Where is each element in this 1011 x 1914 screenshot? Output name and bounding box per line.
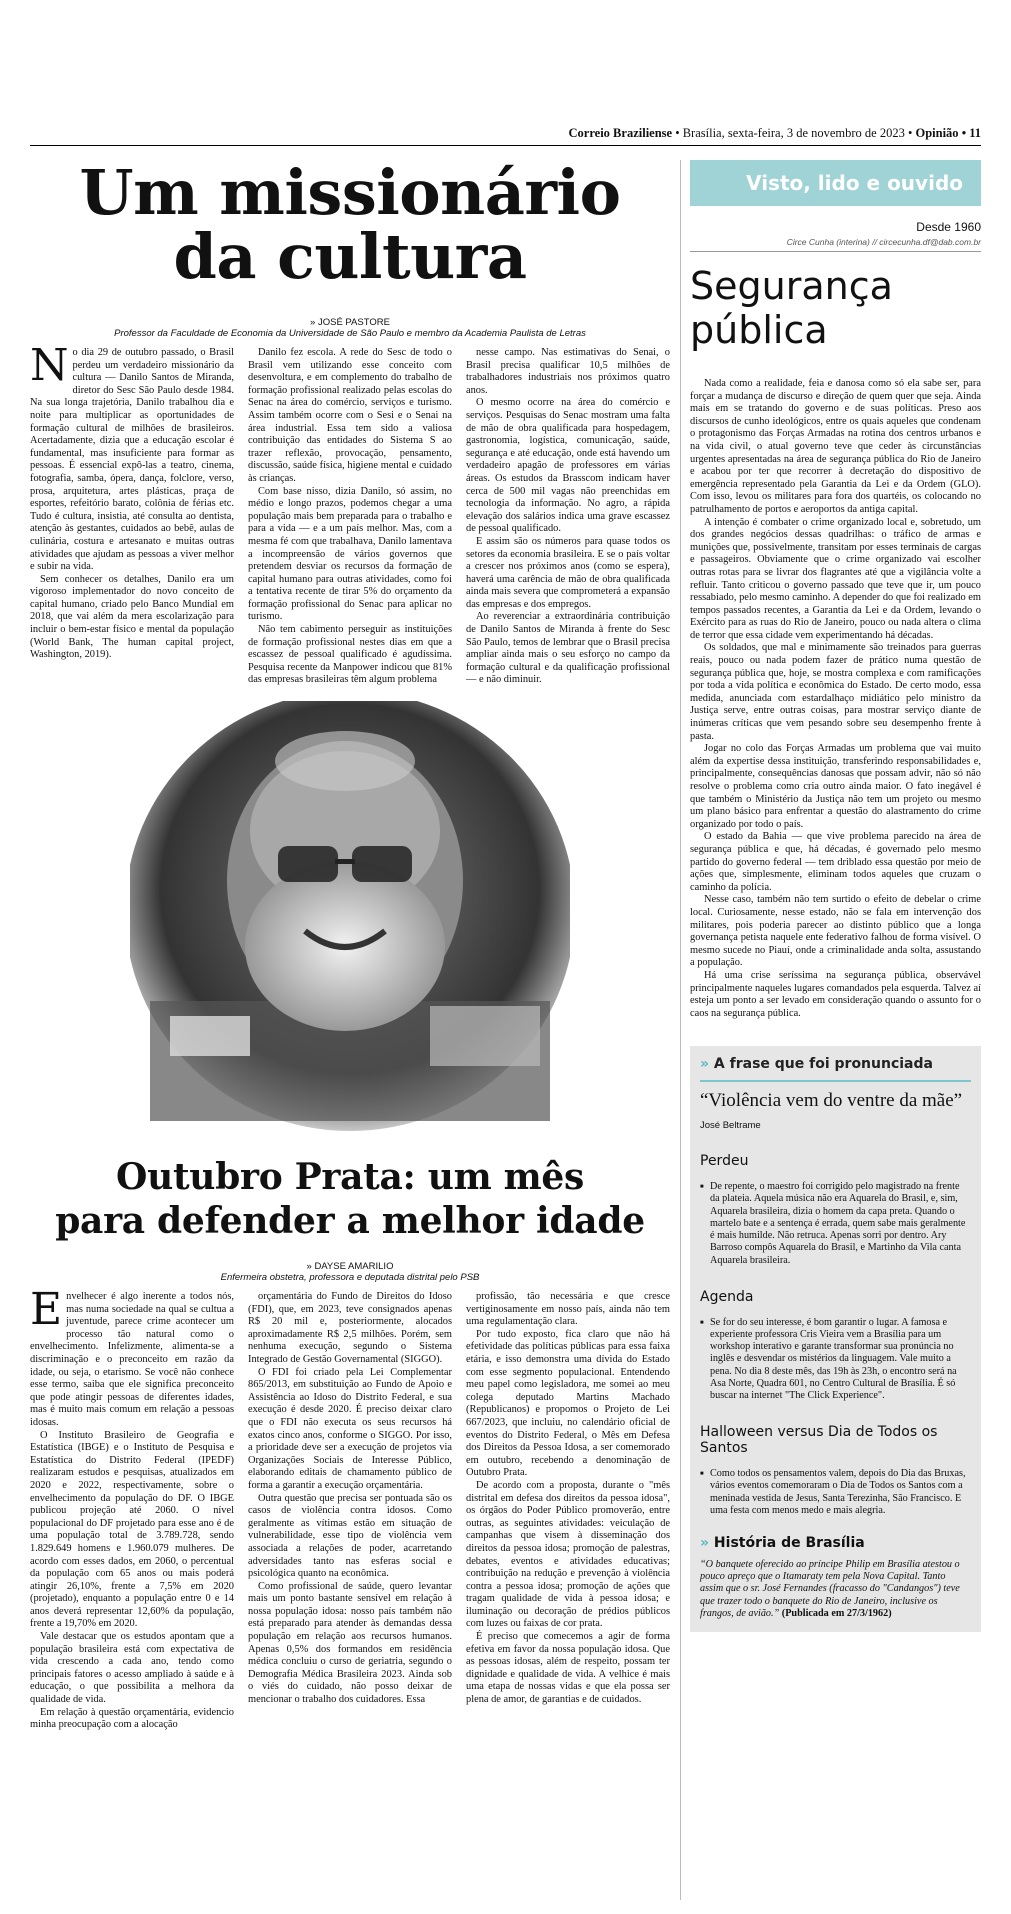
column-banner <box>690 160 981 206</box>
article2-column-1 <box>30 1284 234 1732</box>
perdeu-text: ■ De repente, o maestro foi corrigido pelo magistrado na frente da plateia. Aquela música não era Aquarela do Brasil, e, sim, Aquarela brasileira, dizia o homem da capa preta. Quando o martelo bate e a sentença é errada, quem sabe mais geralmente é mais humilde. Não retruca. Apenas sorri por dentro. Ary Barroso compôs Aquarela do Brasil, e Martinho da Vila canta Aquarela brasileira. <box>700 1181 971 1266</box>
paragraph: A intenção é combater o crime organizado local e, sobretudo, um dos grandes negócios dessas quadrilhas: o tráfico de armas e munições que, possivelmente, transitam por esses terminais de cargas e passageiros. Obviamente que o crime organizado vai escolher outras rotas para se livrar dos flagrantes até que a vigilância volte a refluir. Tanto criticou o governo passado que teve que ir, um pouco ressabiado, pelo mesmo caminho. A depender do que foi realizado em tempos passados recentes, a Garantia da Lei e da Ordem, levando o Exército para as ruas do Rio de Janeiro, pouco ou nada altera o clima de terror que essa cidade vem experimentando há décadas. <box>690 516 981 641</box>
article1-column-1 <box>30 340 234 687</box>
halloween-text: ■ Como todos os pensamentos valem, depois do Dia das Bruxas, vários eventos comemoraram o Dia de Todos os Santos com a meninada vestida de Jesus, Santa Terezinha, São Francisco. E uma festa com menos medo e mais alegria. <box>700 1468 971 1517</box>
article1-byline <box>30 317 670 339</box>
quote-text: “Violência vem do ventre da mãe” <box>700 1090 963 1112</box>
paragraph: O mesmo ocorre na área do comércio e serviços. Pesquisas do Senac mostram uma falta de mão de obra qualificada para hospedagem, gastronomia, logística, comunicação, saúde, segurança e até educação, onde está havendo um verdadeiro apagão de professores em várias áreas. Os estudos da Brasscom indicam haver cerca de 500 mil vagas não preenchidas em tecnologia da informação. No agro, a rápida elevação dos salários indica uma grave escassez de pessoal qualificado. <box>466 397 670 535</box>
paragraph: De acordo com a proposta, durante o "mês distrital em defesa dos direitos da pessoa idosa", os órgãos do Poder Público promoverão, entre outras, as seguintes atividades: veiculação de campanhas que visem à disseminação dos direitos da pessoa idosa; promoção de palestras, debates, eventos e atividades educativas; contribuição na redução e prevenção à violência contra a pessoa idosa; promoção de ações que tragam qualidade de vida à pessoa idosa; e iluminação ou decoração de prédios públicos com luzes ou faixas de cor prata. <box>466 1479 670 1630</box>
paragraph: Vale destacar que os estudos apontam que a população brasileira está com expectativa de vida crescendo a cada ano, tendo como principais fatores o acesso ampliado à saúde e à educação, o que possibilita a melhora da qualidade de vida. <box>30 1631 234 1706</box>
paragraph: Com base nisso, dizia Danilo, só assim, no médio e longo prazos, podemos chegar a uma população mais bem preparada para o trabalho e para a vida — e a um país melhor. Mas, com a mesma fé com que trabalhava, Danilo lamentava a incompreensão de vários governos que pretendem desviar os recursos da formação de capital humano para outras atividades, como foi a tentativa recente de tirar 5% do orçamento da formação profissional do Senac para aplicar no turismo. <box>248 485 452 623</box>
paragraph: Por tudo exposto, fica claro que não há efetividade das políticas públicas para essa faixa etária, e isso demonstra uma dívida do Estado com esse segmento populacional. Entendendo meu papel como legisladora, me somei ao meu colega deputado Martins Machado (Republicanos) e propomos o Projeto de Lei 667/2023, que incluiu, no calendário oficial de eventos do Distrito Federal, o Mês em Defesa dos Direitos da Pessoa Idosa, a ser comemorado em outubro, recebendo a denominação de Outubro Prata. <box>466 1328 670 1479</box>
drop-cap: E <box>30 1284 63 1336</box>
portrait-collage-image <box>130 701 570 1131</box>
author-name: » DAYSE AMARILIO <box>306 1261 394 1273</box>
paragraph: Ao reverenciar a extraordinária contribuição de Danilo Santos de Miranda à frente do Sesc São Paulo, temos de lembrar que o Brasil precisa ampliar ainda mais o seu esforço no campo da formação cultural e da qualificação profissional — e não diminuir. <box>466 611 671 686</box>
column-name: Visto, lido e ouvido <box>746 171 963 195</box>
page-number: • 11 <box>961 126 981 140</box>
section-name: Opinião <box>915 126 959 140</box>
halloween-title: Halloween versus Dia de Todos os Santos <box>700 1424 938 1457</box>
author-name: » JOSÉ PASTORE <box>310 317 390 328</box>
author-role: Enfermeira obstetra, professora e deputada distrital pelo PSB <box>220 1272 480 1284</box>
column-title: Segurança pública <box>690 264 893 352</box>
article1-column-3 <box>466 347 670 687</box>
paragraph: É preciso que comecemos a agir de forma efetiva em favor da nossa população idosa. Que as pessoas idosas, além de respeito, possam ter dignidade e qualidade de vida. A velhice é mais uma etapa de nossas vidas e que ela possa ser plena de amor, de garantias e de cuidados. <box>466 1631 670 1706</box>
drop-cap: N <box>30 340 69 391</box>
side-box <box>690 1046 981 1632</box>
paragraph: Os soldados, que mal e minimamente são treinados para guerras reais, pouco ou nada podem fazer de prático numa questão de segurança pública que, hoje, se mostra complexa e com ramificações por toda a vida política e econômica do Estado. De certo modo, essa medida, anunciada com estardalhaço midiático pelo ministro da Justiça serve, entre outras coisas, para mostrar serviço diante de inúmeras críticas que vem pesando sobre seu desempenho frente à pasta. <box>690 642 981 742</box>
paragraph: O FDI foi criado pela Lei Complementar 865/2013, em substituição ao Fundo de Apoio e Assistência ao Idoso do Distrito Federal, e sua execução é desde 2020. É preciso deixar claro que o FDI não executa os seus recursos há exatos cinco anos, conforme o SIGGO. Por isso, a prioridade deve ser a execução de projetos via Organizações Sociais de Interesse Público, elaborando editais de chamamento público de forma a garantir a execução orçamentária. <box>248 1366 452 1491</box>
paragraph: Não tem cabimento perseguir as instituições de formação profissional nestes dias em que a escassez de pessoal qualificado é agudíssima. Pesquisa recente da Manpower indicou que 81% das empresas brasileiras têm algum problema <box>248 624 452 686</box>
article2-title: Outubro Prata: um mês para defender a melhor idade <box>55 1156 645 1243</box>
main-articles <box>30 155 670 1895</box>
paragraph: Jogar no colo das Forças Armadas um problema que vai muito além da expertise dessa instituição, transferindo responsabilidades e, principalmente, consequências danosas que possam advir, não só não resolve o problema como cria outro ainda maior. O fato inegável é que também o Ministério da Justiça não tem um projeto ou mesmo um plano básico para enfrentar a questão do alastramento do crime organizado por todo o país. <box>690 743 981 830</box>
historia-text: “O banquete oferecido ao príncipe Philip em Brasília atestou o pouco apreço que o Itamaraty tem pela Nova Capital. Tanto assim que o sr. José Fernandes (fracasso do "Candangos") teve que trazer todo o banquete do Rio de Janeiro, inclusive os frangos, de avião.” (Publicada em 27/3/1962) <box>700 1558 960 1619</box>
paragraph: Danilo fez escola. A rede do Sesc de todo o Brasil vem utilizando esse conceito com desenvoltura, e em complemento do trabalho de formação profissional realizado pelas escolas do Senac na área do comércio, serviços e turismo. Assim também ocorre com o Sesi e o Senai na área industrial. Essa tem sido a valiosa contribuição das entidades do Sistema S ao trazer reflexão, provocação, pensamento, discussão, saúde física, higiene mental e cuidado às crianças. <box>248 347 452 484</box>
paragraph: E assim são os números para quase todos os setores da economia brasileira. E se o país voltar a crescer nos próximos anos (como se espera), haverá uma carência de mão de obra qualificada ainda mais severa que comprometerá a expansão das empresas e dos empregos. <box>466 535 670 610</box>
article1-column-2 <box>248 347 452 687</box>
article2-byline <box>30 1261 670 1283</box>
dateline: • Brasília, sexta-feira, 3 de novembro de 2023 • <box>675 126 913 140</box>
paragraph: Nesse caso, também não tem surtido o efeito de debelar o crime local. Curiosamente, nesse estado, não se fala em intervenção dos militares, pois poderia parecer ao distinto público que a longa governança petista naquele ente federativo falhou de forma visível. O mesmo sucede no Piauí, onde a criminalidade anda solta, assustando a população. <box>690 894 981 969</box>
column-divider <box>680 160 681 1900</box>
agenda-text: ■ Se for do seu interesse, é bom garantir o lugar. A famosa e experiente professora Cris Vieira vem a Brasília para um workshop interativo e garante transformar sua pronúncia no inglês e desvendar os mistérios da linguagem. Vale muito a pena. No dia 8 deste mês, das 19h às 23h, o encontro será na Asa Norte, Quadra 601, no Centro Cultural de Brasília. É só buscar na internet "The Click Experience". <box>700 1317 971 1402</box>
article2-column-3 <box>466 1291 670 1732</box>
double-chevron-icon: » <box>700 1056 710 1073</box>
frase-header: » A frase que foi pronunciada <box>700 1056 933 1073</box>
paragraph: O Instituto Brasileiro de Geografia e Estatística (IBGE) e o Instituto de Pesquisa e Estatística do Distrito Federal (IPEDF) realizaram estudos e pesquisas, atualizados em 2020 e 2022, respectivamente, sobre o envelhecimento da população do DF. O IBGE publicou projeção até 2060. O nível populacional do DF projetado para esse ano é de uma população total de 3.789.728, sendo 1.829.649 homens e 1.960.079 mulheres. De acordo com esses dados, em 2060, o percentual da população com 65 anos ou mais poderá atingir 26,10%, frente a 7,5% em 2020 (projetado), enquanto a população entre 0 e 14 anos deverá representar 12,60% da população, frente a 19,70% em 2020. <box>30 1429 234 1630</box>
paragraph: O estado da Bahia — que vive problema parecido na área de segurança pública e que, há décadas, é governado pelo mesmo partido do governo federal — tem driblado essa questão por meio de ações que, simplesmente, eliminam todos aqueles que cruzam o caminho da polícia. <box>690 831 981 893</box>
paragraph: orçamentária do Fundo de Direitos do Idoso (FDI), que, em 2023, teve consignados apenas R$ 20 mil e, posteriormente, alocados aproximadamente R$ 2,5 milhões. Porém, sem nenhuma execução, segundo o Sistema Integrado de Gestão Governamental (SIGGO). <box>248 1291 452 1365</box>
newspaper-name: Correio Braziliense <box>568 126 673 140</box>
article1-title: Um missionário da cultura <box>79 156 621 293</box>
paragraph: Sem conhecer os detalhes, Danilo era um vigoroso implementador do novo conceito de capital humano, criado pelo Banco Mundial em 2018, que vai além da mera escolarização para incluir o bem-estar físico e mental da população (World Bank, The human capital project, Washington, 2019). <box>30 573 234 661</box>
paragraph: Como profissional de saúde, quero levantar mais um ponto bastante sensível em relação à nossa população idosa: nosso país também não está preparado para atender às demandas dessa população em relação aos recursos humanos. Apenas 0,5% dos formandos em residência médica concluiu o curso de geriatria, segundo o Demografia Médica Brasileira 2023. Ainda sob o viés do cuidado, não posso deixar de mencionar o trabalho dos cuidadores. Essa <box>248 1580 452 1706</box>
author-role: Professor da Faculdade de Economia da Universidade de São Paulo e membro da Academia Paulista de Letras <box>114 328 586 339</box>
double-chevron-icon: » <box>700 1534 710 1551</box>
paragraph: profissão, tão necessária e que cresce vertiginosamente em nosso país, ainda não tem uma regulamentação clara. <box>466 1291 670 1328</box>
column-contact: Circe Cunha (interina) // circecunha.df@dab.com.br <box>690 237 981 252</box>
perdeu-title: Perdeu <box>700 1153 749 1170</box>
paragraph-text: o dia 29 de outubro passado, o Brasil perdeu um verdadeiro missionário da cultura — Danilo Santos de Miranda, diretor do Sesc São Paulo desde 1984. Na sua longa trajetória, Danilo trabalhou dia e noite para multiplicar as oportunidades de formação cultural de milhões de brasileiros. Acertadamente, dizia que a educação escolar é fundamental, mas insuficiente para formar as pessoas. É essencial expô-las a teatro, cinema, fotografia, samba, ópera, dança, folclore, verso, prosa, arquitetura, artes plásticas, praça de esportes, refeitório barato, colônia de férias etc. Tudo é cultura, insistia, até consulta ao dentista, atenção às gestantes, cuidados ao bebê, aulas de culinária, costura e artesanato e muitas outras atividades que ajudam as pessoas a viver melhor e subir na vida. <box>30 347 234 573</box>
paragraph: Há uma crise seríssima na segurança pública, observável principalmente naqueles lugares comandados pela esquerda. Talvez aí esteja um ponto a ser levado em consideração quando o assunto for o caos na segurança pública. <box>690 969 981 1019</box>
divider <box>700 1080 971 1082</box>
opinion-column <box>690 160 981 1900</box>
article2-column-2 <box>248 1291 452 1732</box>
historia-header: » História de Brasília <box>700 1534 865 1551</box>
agenda-title: Agenda <box>700 1288 754 1305</box>
article1-body <box>30 340 671 687</box>
page-header <box>30 126 981 146</box>
paragraph: Outra questão que precisa ser pontuada são os casos de violência contra idosos. Como geralmente as vítimas estão em situação de vulnerabilidade, esse tipo de violência vem associada a relações de poder, acarretando adversidades tanto nas esferas social e psicológica quanto na econômica. <box>248 1492 452 1580</box>
paragraph: Em relação à questão orçamentária, evidencio minha preocupação com a alocação <box>30 1706 234 1731</box>
column-body <box>690 378 981 1020</box>
paragraph: Nada como a realidade, feia e danosa como só ela sabe ser, para forçar a mudança de discurso e direção de quem quer que seja. Ainda mais em se tratando do governo e de suas políticas. Preso aos discursos de cunho ideológicos, entre os quais aqueles que condenam o protagonismo das Forças Armadas na rotina dos centros urbanos e na vida civil, o atual governo teve que ceder às circunstâncias urgentes apresentadas na área de segurança pública do Rio de Janeiro e acabou por ter que recorrer à decretação do dispositivo de emergência representado pela Garantia da Lei e da Ordem (GLO). Com isso, levou os militares para fora dos quartéis, os colocando no patrulhamento de portos e aeroportos da antiga capital. <box>690 378 981 515</box>
paragraph: nesse campo. Nas estimativas do Senai, o Brasil precisa qualificar 10,5 milhões de trabalhadores industriais nos próximos quatro anos. <box>466 347 670 396</box>
column-since: Desde 1960 <box>916 220 981 234</box>
article2-body <box>30 1284 670 1732</box>
historia-publication: (Publicada em 27/3/1962) <box>781 1607 892 1619</box>
paragraph <box>30 1284 234 1430</box>
paragraph <box>30 340 234 574</box>
quote-author: José Beltrame <box>700 1120 761 1132</box>
paragraph-text: nvelhecer é algo inerente a todos nós, mas numa sociedade na qual se cultua a juventude, parece crime acontecer um processo tão natural como o envelhecimento. Infelizmente, alimenta-se a discriminação e o preconceito em razão da idade, ou seja, o etarismo. Se você não conhece esse termo, saiba que ele significa preconceito que pode atingir pessoas de diferentes idades, mas é muito mais comum em relação a pessoas idosas. <box>30 1291 234 1428</box>
